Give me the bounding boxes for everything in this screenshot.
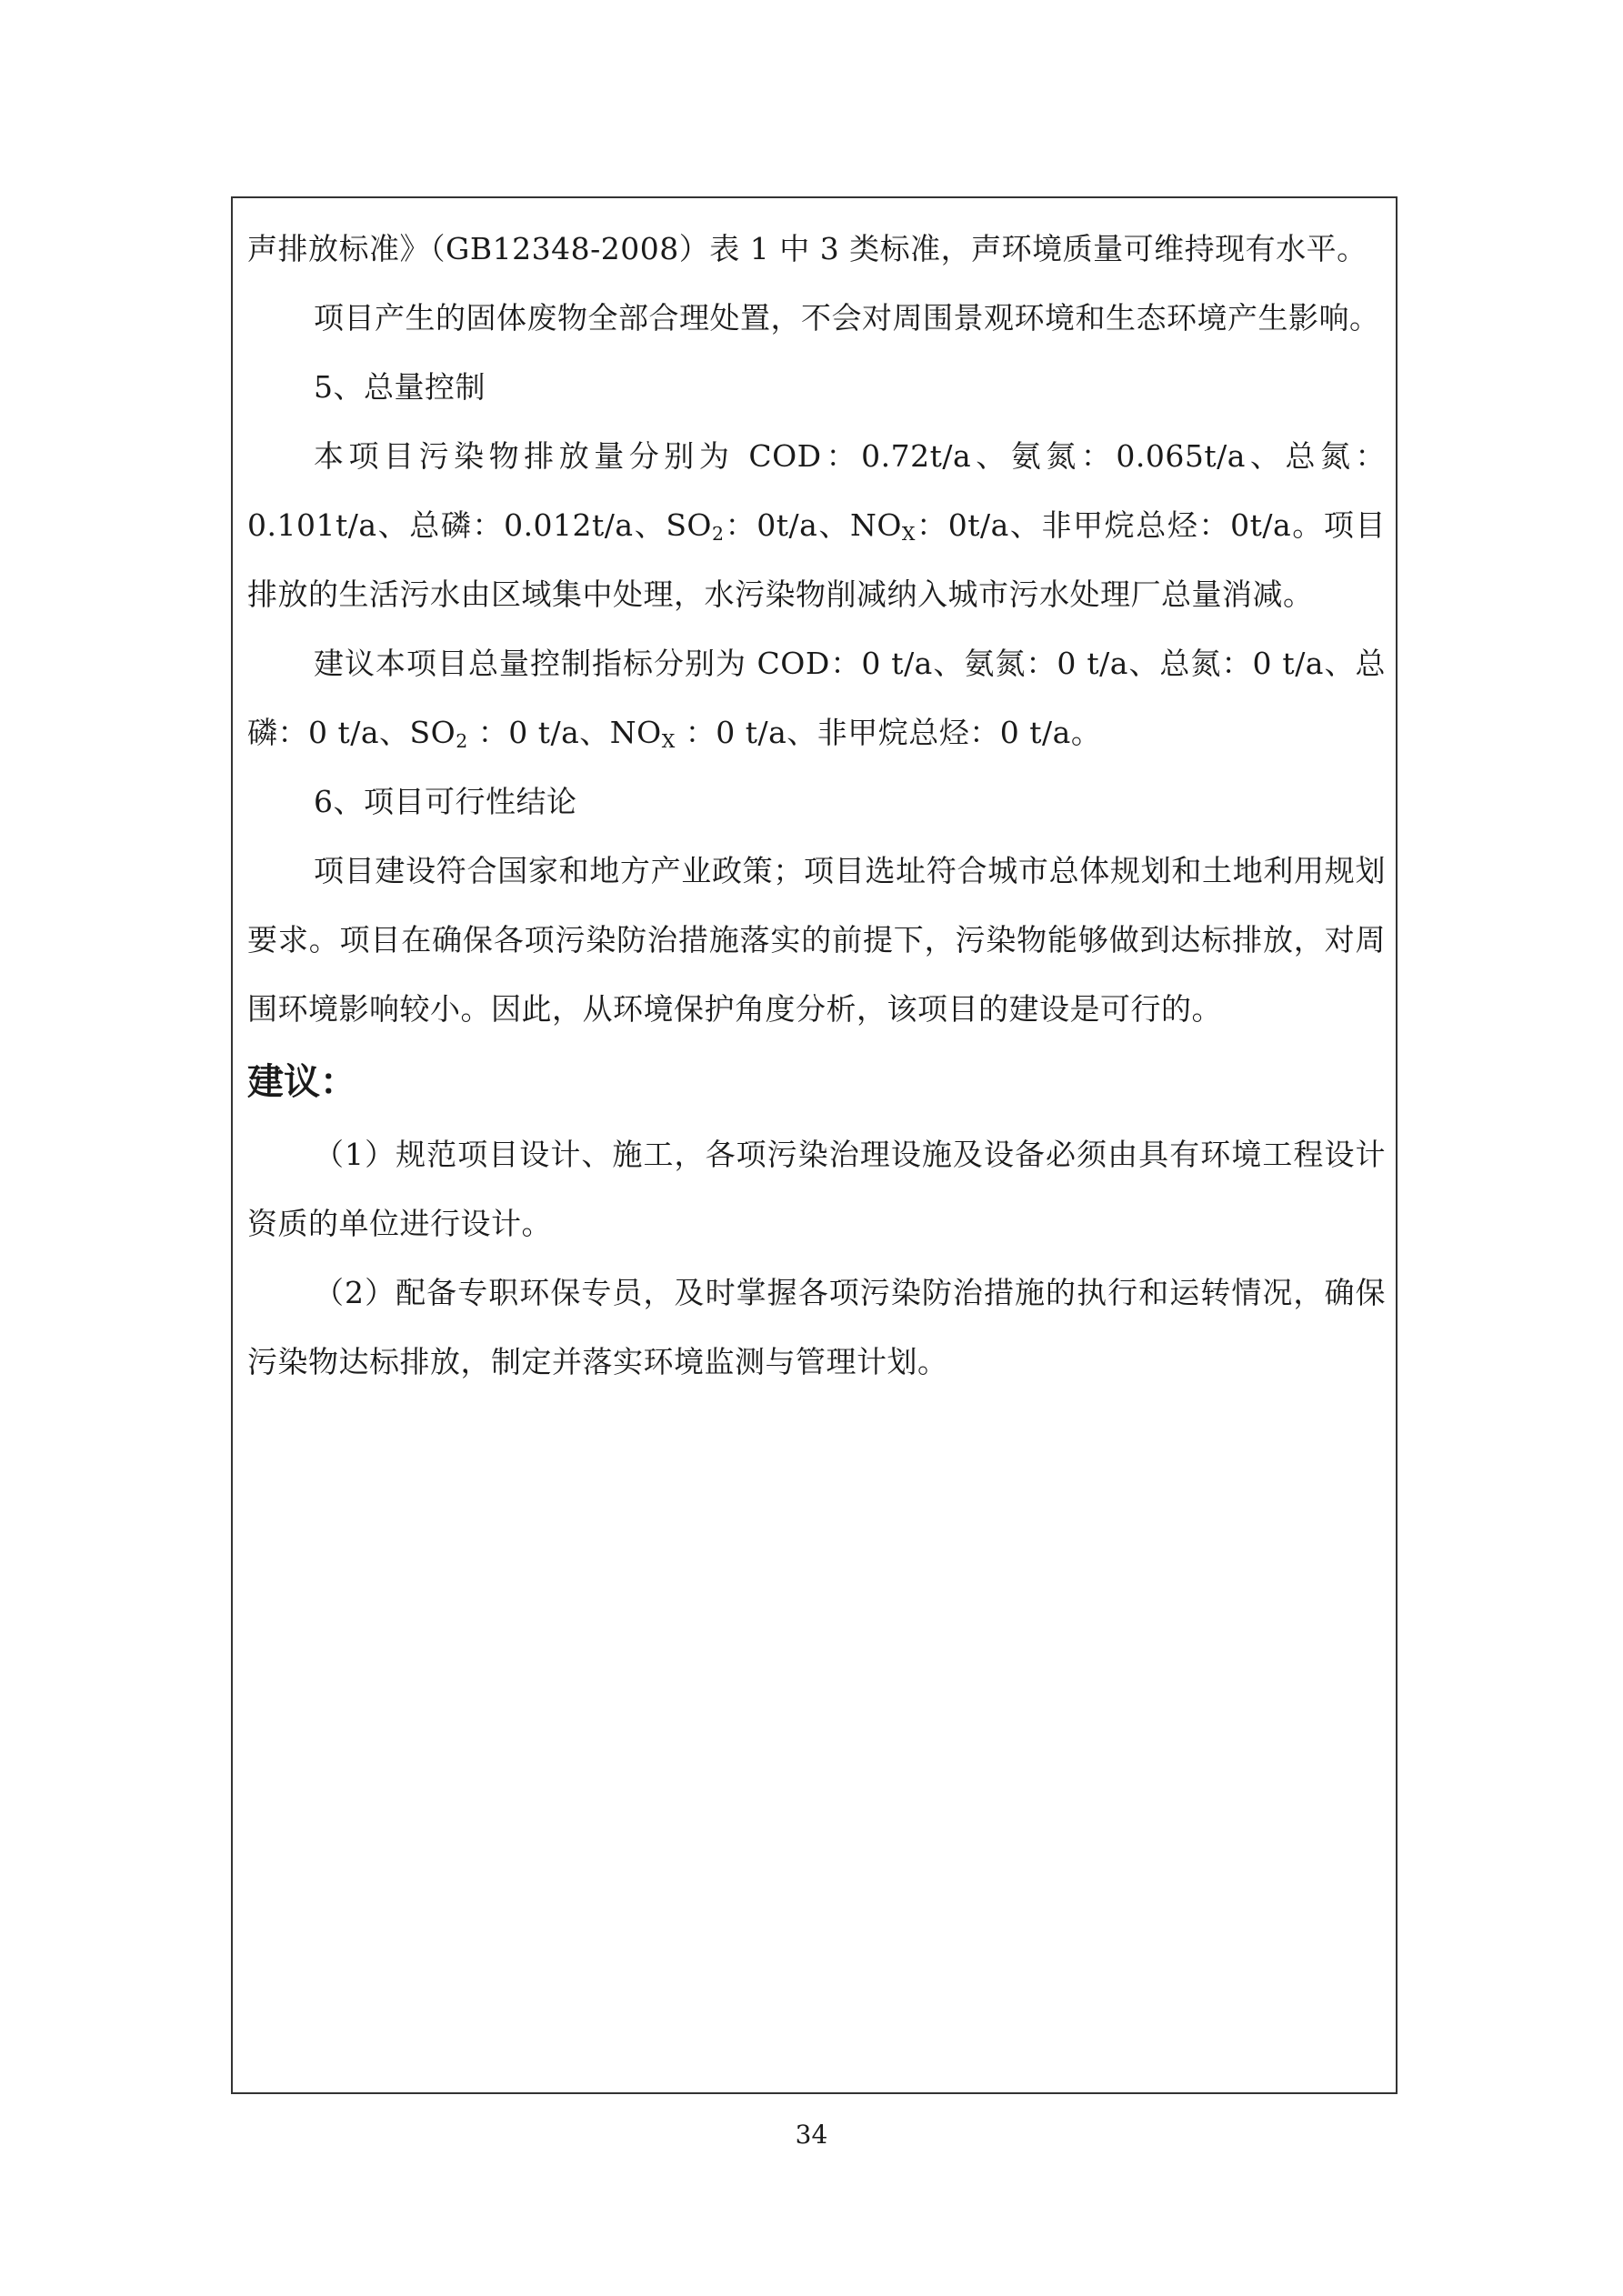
noise-standard-paragraph: 声排放标准》（GB12348-2008）表 1 中 3 类标准，声环境质量可维持现有水平。 — [247, 231, 1368, 266]
suggestions-heading: 建议： — [247, 1061, 356, 1103]
suggestion-item-1: （1）规范项目设计、施工，各项污染治理设施及设备必须由具有环境工程设计资质的单位进行设计。 — [247, 1137, 1386, 1241]
section-heading-total-control: 5、总量控制 — [314, 369, 486, 405]
section-heading-feasibility: 6、项目可行性结论 — [314, 784, 577, 819]
suggestion-item-2: （2）配备专职环保专员，及时掌握各项污染防治措施的执行和运转情况，确保污染物达标排放，制定并落实环境监测与管理计划。 — [247, 1275, 1386, 1379]
control-index-paragraph: 建议本项目总量控制指标分别为 COD：0 t/a、氨氮：0 t/a、总氮：0 t/a、总磷：0 t/a、$SO_2$ ：0 t/a、$NO_X$ ：0 t/a、非甲烷总烃：0 t/a。 — [247, 646, 1386, 753]
solid-waste-paragraph: 项目产生的固体废物全部合理处置，不会对周围景观环境和生态环境产生影响。 — [314, 300, 1380, 336]
page-content — [247, 215, 1386, 1397]
page-number: 34 — [795, 2120, 828, 2150]
emission-amount-paragraph: 本项目污染物排放量分别为 COD：0.72t/a、氨氮：0.065t/a、总氮：0.101t/a、总磷：0.012t/a、$SO_2$：0t/a、$NO_X$：0t/a、非甲烷总烃：0t/a。项目排放的生活污水由区域集中处理，水污染物削减纳入城市污水处理厂总量消减。 — [247, 438, 1386, 612]
feasibility-paragraph: 项目建设符合国家和地方产业政策；项目选址符合城市总体规划和土地利用规划要求。项目在确保各项污染防治措施落实的前提下，污染物能够做到达标排放，对周围环境影响较小。因此，从环境保护角度分析，该项目的建设是可行的。 — [247, 853, 1386, 1027]
